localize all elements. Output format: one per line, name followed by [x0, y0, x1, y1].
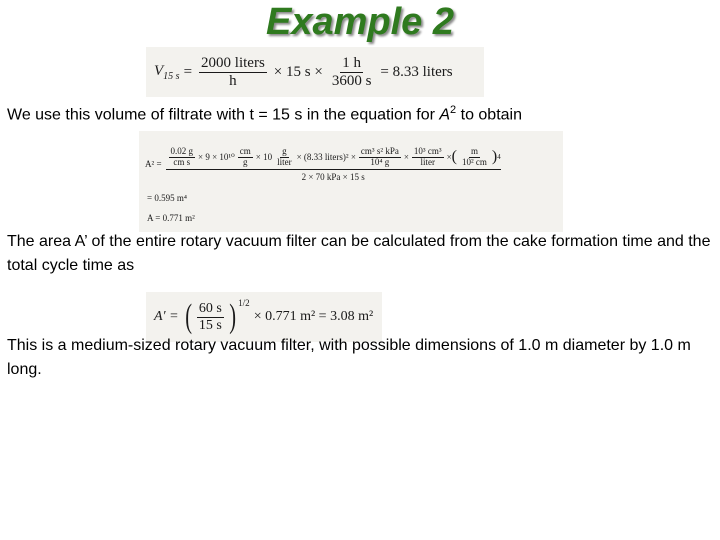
eq3-exponent: 1/2	[238, 298, 250, 308]
eq3-lhs: A′ =	[154, 309, 179, 324]
equation-total-area-image: A′ = ( $\frac{60 s}{15 s}$ ) $^{1/2}$ × 0.771 m² = 3.08 m²	[146, 292, 382, 342]
eq3-fraction: $\frac{60 s}{15 s}$	[198, 301, 222, 333]
eq1-times: × 15 s ×	[273, 63, 323, 80]
eq1-fraction-2: $\frac{1 h}{3600 s}$	[331, 55, 372, 89]
eq1-lhs: $V_{15 s}$	[154, 62, 180, 82]
paragraph-2: The area A’ of the entire rotary vacuum filter can be calculated from the cake formation time and the total cycle time as	[7, 233, 711, 274]
eq2-numerator: $\frac{0.02 g}{\text{cm s}}$ × 9 × 10¹⁰ $\frac{cm}{g}$ × 10 $\frac{g}{\text{liter}}$ × (8.33 liters)² × $\frac{\text{cm³ s² kPa}}{\text{10⁴ g}}$ × $\frac{\text{10³ cm³}}{\text{liter}}$ × ( $\frac{m}{\text{10² cm}}$ ) 4	[166, 147, 501, 170]
eq3-rest: × 0.771 m² = 3.08 m²	[253, 309, 374, 324]
eq2-denominator: 2 × 70 kPa × 15 s	[301, 171, 365, 182]
eq1-result: = 8.33 liters	[380, 63, 453, 80]
equation-volume-image	[146, 47, 484, 97]
paragraph-3: This is a medium-sized rotary vacuum filter, with possible dimensions of 1.0 m diameter by 1.0 m long.	[7, 337, 691, 378]
paragraph-1: We use this volume of filtrate with t = 15 s in the equation for $A^2$ to obtain	[7, 104, 522, 124]
eq2-line-3: A = 0.771 m²	[147, 213, 195, 223]
eq1-fraction-1: $\frac{\text{2000 liters}}{h}$	[201, 55, 265, 89]
eq2-lhs: A² =	[145, 159, 162, 170]
equation-area-image	[139, 131, 563, 232]
slide-title: Example 2	[266, 1, 454, 43]
eq1-equals: =	[183, 63, 193, 80]
eq2-line-2: = 0.595 m⁴	[147, 193, 187, 203]
